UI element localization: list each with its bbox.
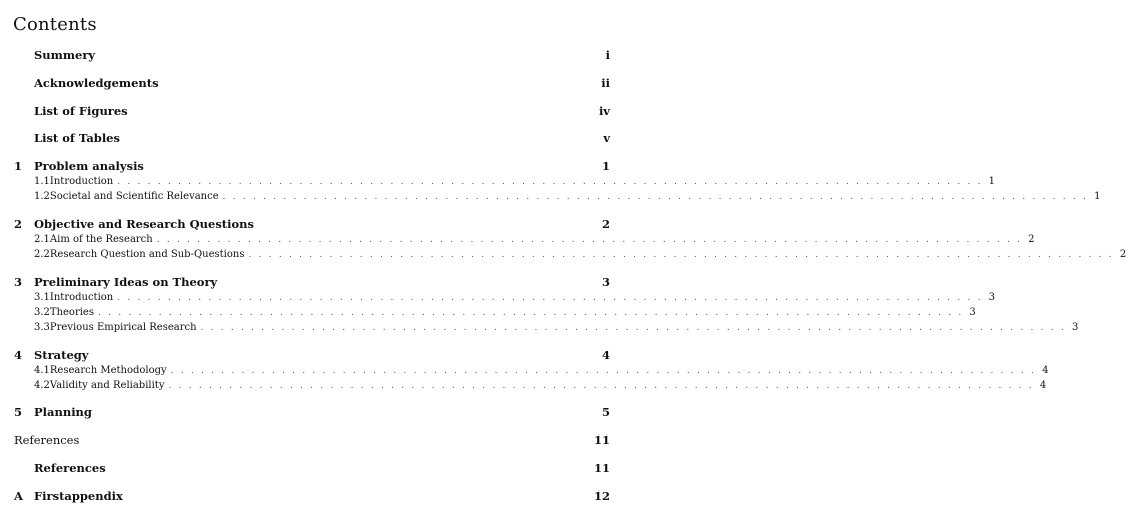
toc-section-number: 3.3 — [34, 322, 50, 333]
toc-section-label: Introduction — [49, 176, 114, 187]
toc-chapter-page: 5 — [601, 405, 610, 419]
toc-section-number: 4.1 — [34, 365, 50, 376]
toc-leader-dots: . . . . . . . . . . . . . . . . . . . . . . . . . . . . . . . . . . . . . . . . . . . . . . . . . . . . . . . . . . . . . . . . . . . . . . . . . . . . . . . . . . . . . . — [156, 235, 1023, 245]
toc-entry-acknowledgements[interactable] — [14, 76, 610, 90]
toc-chapter-4[interactable] — [14, 348, 610, 362]
toc-chapter-number: 3 — [14, 275, 23, 289]
toc-section-2-1[interactable] — [34, 234, 1035, 245]
toc-section-number: 1.2 — [34, 191, 50, 202]
toc-leader-dots: . . . . . . . . . . . . . . . . . . . . . . . . . . . . . . . . . . . . . . . . . . . . . . . . . . . . . . . . . . . . . . . . . . . . . . . . . . . . . . . . . . . . . . — [117, 293, 983, 303]
toc-appendix-page: 12 — [593, 489, 610, 503]
toc-chapter-label: Strategy — [34, 348, 89, 362]
toc-section-page: 3 — [1071, 322, 1079, 333]
toc-section-2-2[interactable] — [34, 249, 1126, 260]
toc-section-label: Introduction — [49, 292, 114, 303]
toc-entry-label: References — [14, 433, 80, 447]
toc-chapter-1[interactable] — [14, 159, 610, 173]
toc-chapter-page: 1 — [601, 159, 610, 173]
toc-section-number: 4.2 — [34, 380, 50, 391]
toc-entry-label: List of Tables — [34, 131, 120, 145]
toc-entry-list-of-tables[interactable] — [14, 131, 610, 145]
toc-chapter-number: 4 — [14, 348, 23, 362]
toc-section-number: 3.2 — [34, 307, 50, 318]
toc-section-label: Previous Empirical Research — [49, 322, 197, 333]
toc-entry-page: 11 — [593, 461, 610, 475]
toc-entry-references[interactable] — [14, 461, 610, 475]
toc-section-page: 4 — [1042, 365, 1049, 376]
toc-section-page: 2 — [1028, 234, 1035, 245]
toc-chapter-number: 1 — [14, 159, 23, 173]
toc-section-label: Societal and Scientific Relevance — [49, 191, 219, 202]
toc-section-label: Aim of the Research — [49, 234, 153, 245]
toc-appendix-label: Firstappendix — [34, 489, 123, 503]
toc-section-3-2[interactable] — [34, 307, 976, 318]
toc-section-number: 2.1 — [34, 234, 50, 245]
toc-section-1-2[interactable] — [34, 191, 1101, 202]
toc-section-label: Research Methodology — [49, 365, 167, 376]
toc-appendix-a[interactable] — [14, 489, 610, 503]
toc-section-number: 1.1 — [34, 176, 50, 187]
toc-section-1-1[interactable] — [34, 176, 996, 187]
toc-section-3-3[interactable] — [34, 322, 1079, 333]
toc-chapter-label: Objective and Research Questions — [34, 217, 254, 231]
toc-leader-dots: . . . . . . . . . . . . . . . . . . . . . . . . . . . . . . . . . . . . . . . . . . . . . . . . . . . . . . . . . . . . . . . . . . . . . . . . . . . . . . . . . . . . . . — [170, 366, 1037, 376]
toc-chapter-3[interactable] — [14, 275, 610, 289]
toc-entry-list-of-figures[interactable] — [14, 104, 610, 118]
toc-section-page: 4 — [1039, 380, 1047, 391]
toc-section-4-2[interactable] — [34, 380, 1047, 391]
toc-section-number: 2.2 — [34, 249, 50, 260]
toc-entry-label: List of Figures — [34, 104, 128, 118]
toc-section-label: Theories — [49, 307, 94, 318]
toc-chapter-number: 5 — [14, 405, 23, 419]
toc-chapter-label: Preliminary Ideas on Theory — [34, 275, 218, 289]
toc-chapter-number: 2 — [14, 217, 23, 231]
toc-title: Contents — [13, 14, 97, 35]
toc-chapter-5[interactable] — [14, 405, 610, 419]
toc-entry-page: 11 — [593, 433, 610, 447]
toc-chapter-2[interactable] — [14, 217, 610, 231]
toc-section-page: 1 — [1094, 191, 1101, 202]
toc-chapter-page: 4 — [601, 348, 610, 362]
toc-section-page: 2 — [1119, 249, 1126, 260]
toc-section-number: 3.1 — [34, 292, 50, 303]
toc-entry-label: Summery — [34, 48, 96, 62]
toc-leader-dots: . . . . . . . . . . . . . . . . . . . . . . . . . . . . . . . . . . . . . . . . . . . . . . . . . . . . . . . . . . . . . . . . . . . . . . . . . . . . . . . . . . . . . . — [200, 323, 1066, 333]
toc-leader-dots: . . . . . . . . . . . . . . . . . . . . . . . . . . . . . . . . . . . . . . . . . . . . . . . . . . . . . . . . . . . . . . . . . . . . . . . . . . . . . . . . . . . . . . — [117, 177, 983, 187]
toc-chapter-page: 2 — [601, 217, 610, 231]
toc-leader-dots: . . . . . . . . . . . . . . . . . . . . . . . . . . . . . . . . . . . . . . . . . . . . . . . . . . . . . . . . . . . . . . . . . . . . . . . . . . . . . . . . . . . . . . — [248, 250, 1114, 260]
toc-section-3-1[interactable] — [34, 292, 996, 303]
toc-chapter-label: Problem analysis — [34, 159, 144, 173]
toc-chapter-label: Planning — [34, 405, 92, 419]
toc-section-label: Research Question and Sub-Questions — [49, 249, 245, 260]
toc-section-page: 1 — [988, 176, 996, 187]
toc-entry-page: i — [605, 48, 610, 62]
toc-leader-dots: . . . . . . . . . . . . . . . . . . . . . . . . . . . . . . . . . . . . . . . . . . . . . . . . . . . . . . . . . . . . . . . . . . . . . . . . . . . . . . . . . . . . . . — [222, 192, 1089, 202]
toc-entry-page: v — [603, 131, 610, 145]
toc-entry-page: ii — [601, 76, 610, 90]
toc-chapter-page: 3 — [601, 275, 610, 289]
toc-entry-summery[interactable] — [14, 48, 610, 62]
toc-entry-references-heading[interactable] — [14, 433, 610, 447]
toc-section-label: Validity and Reliability — [49, 380, 165, 391]
toc-section-page: 3 — [988, 292, 996, 303]
toc-leader-dots: . . . . . . . . . . . . . . . . . . . . . . . . . . . . . . . . . . . . . . . . . . . . . . . . . . . . . . . . . . . . . . . . . . . . . . . . . . . . . . . . . . . . . . — [168, 381, 1034, 391]
toc-entry-page: iv — [598, 104, 610, 118]
toc-entry-label: References — [34, 461, 106, 475]
toc-section-4-1[interactable] — [34, 365, 1049, 376]
toc-appendix-letter: A — [14, 489, 23, 503]
toc-entry-label: Acknowledgements — [34, 76, 159, 90]
toc-section-page: 3 — [969, 307, 976, 318]
toc-leader-dots: . . . . . . . . . . . . . . . . . . . . . . . . . . . . . . . . . . . . . . . . . . . . . . . . . . . . . . . . . . . . . . . . . . . . . . . . . . . . . . . . . . . . . . — [97, 308, 964, 318]
